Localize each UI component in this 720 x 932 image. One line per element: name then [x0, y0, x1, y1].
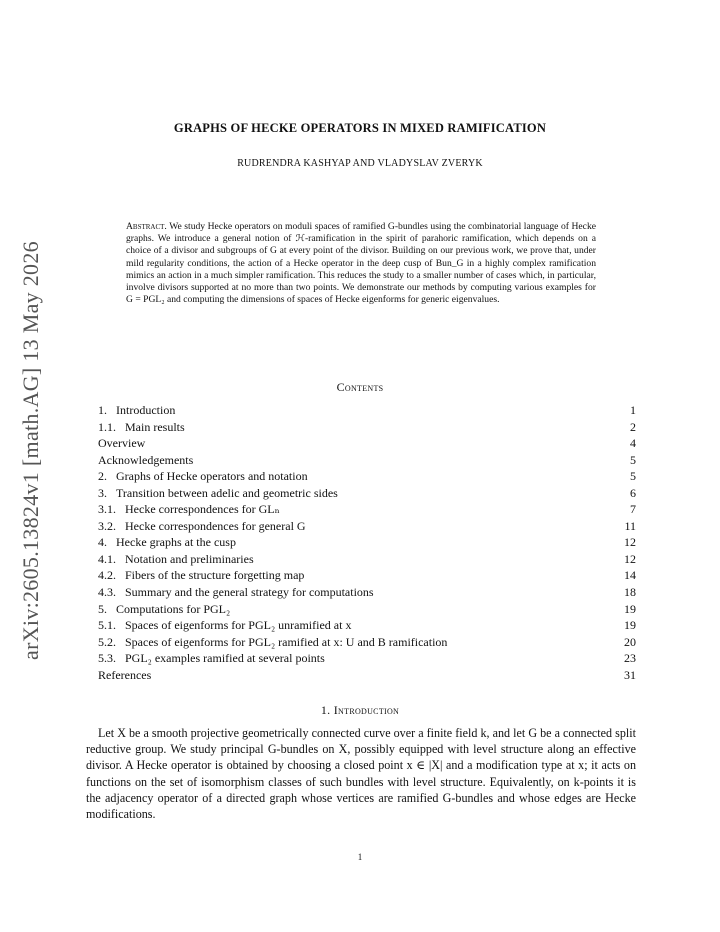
toc-entry-title: Hecke correspondences for GLₙ — [125, 502, 280, 517]
toc-entry-number: 2. — [98, 469, 107, 484]
abstract — [126, 221, 596, 306]
toc-entry[interactable] — [98, 551, 636, 568]
toc-entry-label — [98, 650, 325, 667]
paper-title: GRAPHS OF HECKE OPERATORS IN MIXED RAMIFICATION — [173, 121, 547, 135]
toc-entry-page: 23 — [624, 651, 636, 666]
toc-entry-title: Transition between adelic and geometric sides — [116, 485, 338, 500]
toc-entry-page: 11 — [624, 518, 636, 533]
toc-entry-page: 6 — [630, 485, 636, 500]
toc-entry-page: 19 — [624, 601, 636, 616]
toc-entry[interactable] — [98, 468, 636, 485]
table-of-contents — [98, 402, 636, 683]
arxiv-identifier: arXiv:2605.13824v1 [math.AG] 13 May 2026 — [18, 241, 43, 660]
toc-entry-number: 1.1. — [98, 419, 116, 434]
toc-entry-title: References — [98, 667, 152, 682]
toc-entry-page: 20 — [624, 634, 636, 649]
toc-entry-number: 5.1. — [98, 618, 116, 633]
toc-entry-page: 5 — [630, 452, 636, 467]
abstract-label: Abstract. — [126, 221, 167, 232]
toc-entry-label — [98, 485, 338, 502]
toc-entry-title: Notation and preliminaries — [125, 551, 254, 566]
toc-entry-label — [98, 452, 193, 469]
toc-entry-label — [98, 551, 254, 568]
toc-entry-page: 7 — [630, 502, 636, 517]
toc-entry-title: Overview — [98, 436, 146, 451]
toc-entry-title: Introduction — [116, 403, 176, 417]
intro-paragraph: Let X be a smooth projective geometrically connected curve over a finite field k, and let G be a connected split reductive group. We study principal G-bundles on X, possibly equipped with level structure along an effective divisor. A Hecke operator is obtained by choosing a closed point x ∈ |X| and a modification type at x; it acts on functions on the set of isomorphism classes of such bundles with level structure. Equivalently, on k-points it is the adjacency operator of a directed graph whose vertices are ramified G-bundles and whose edges are Hecke modifications. — [86, 726, 636, 822]
paper-authors: RUDRENDRA KASHYAP AND VLADYSLAV ZVERYK — [237, 158, 483, 169]
toc-entry-title: Main results — [125, 419, 185, 434]
toc-entry[interactable] — [98, 634, 636, 651]
toc-entry[interactable] — [98, 584, 636, 601]
toc-entry-number: 1. — [98, 403, 107, 417]
toc-entry-title: Spaces of eigenforms for PGL₂ ramified at x: U and B ramification — [125, 634, 448, 649]
toc-entry[interactable] — [98, 601, 636, 618]
toc-entry-label — [98, 634, 447, 651]
toc-entry[interactable] — [98, 452, 636, 469]
toc-entry[interactable] — [98, 518, 636, 535]
toc-entry[interactable] — [98, 567, 636, 584]
toc-entry-label — [98, 617, 351, 634]
toc-entry-title: Acknowledgements — [98, 452, 194, 467]
toc-entry-label — [98, 468, 308, 485]
contents-heading: Contents — [336, 380, 384, 394]
toc-entry[interactable] — [98, 485, 636, 502]
toc-entry-label — [98, 567, 304, 584]
toc-entry-title: Hecke correspondences for general G — [125, 518, 306, 533]
toc-entry-number: 5.3. — [98, 651, 116, 666]
toc-entry-title: Spaces of eigenforms for PGL₂ unramified at x — [125, 618, 352, 633]
toc-entry-title: Hecke graphs at the cusp — [116, 535, 236, 550]
toc-entry[interactable] — [98, 435, 636, 452]
toc-entry-number: 5. — [98, 601, 107, 616]
toc-entry[interactable] — [98, 501, 636, 518]
toc-entry-title: PGL₂ examples ramified at several points — [125, 651, 325, 666]
toc-entry-page: 12 — [624, 535, 636, 550]
toc-entry-title: Summary and the general strategy for computations — [125, 585, 374, 600]
toc-entry-label — [98, 601, 230, 618]
section-heading: 1. Introduction — [320, 703, 400, 717]
toc-entry-number: 4.1. — [98, 551, 116, 566]
toc-entry-title: Fibers of the structure forgetting map — [125, 568, 305, 583]
toc-entry-label — [98, 518, 306, 535]
toc-entry-page: 4 — [630, 436, 636, 451]
toc-entry-label — [98, 667, 151, 684]
toc-entry[interactable] — [98, 402, 636, 419]
toc-entry-number: 5.2. — [98, 634, 116, 649]
toc-entry-label — [98, 435, 145, 452]
toc-entry-number: 3.1. — [98, 502, 116, 517]
toc-entry-label — [98, 584, 374, 601]
toc-entry[interactable] — [98, 667, 636, 684]
toc-entry-number: 3.2. — [98, 518, 116, 533]
abstract-text: We study Hecke operators on moduli spaces of ramified G-bundles using the combinatorial language of Hecke graphs. We introduce a general notion of ℋ-ramification in the spirit of parahoric ramification, which depends on a choice of a divisor and subgroups of G at every point of the divisor. Building on our previous work, we prove that, under mild regularity conditions, the action of a Hecke operator in the deep cusp of Bun_G in a highly complex ramification mimics an action in a much simpler ramification. This reduces the study to a smaller number of cases which, in particular, involve divisors supported at no more than two points. We demonstrate our methods by computing various examples for G = PGL₂ and computing the dimensions of spaces of Hecke eigenforms for generic eigenvalues. — [126, 221, 597, 306]
toc-entry-label — [98, 501, 280, 518]
toc-entry[interactable] — [98, 419, 636, 436]
toc-entry-page: 19 — [624, 618, 636, 633]
toc-entry[interactable] — [98, 650, 636, 667]
toc-entry[interactable] — [98, 534, 636, 551]
toc-entry-page: 12 — [624, 551, 636, 566]
page-number: 1 — [357, 852, 363, 862]
toc-entry-title: Computations for PGL₂ — [116, 601, 231, 616]
toc-entry-number: 4.2. — [98, 568, 116, 583]
toc-entry-label — [98, 419, 185, 436]
toc-entry-label — [98, 402, 175, 419]
toc-entry-page: 2 — [630, 419, 636, 434]
toc-entry[interactable] — [98, 617, 636, 634]
toc-entry-page: 5 — [630, 469, 636, 484]
toc-entry-number: 4. — [98, 535, 107, 550]
toc-entry-label — [98, 534, 236, 551]
toc-entry-page: 1 — [630, 403, 636, 417]
toc-entry-page: 31 — [624, 667, 636, 682]
toc-entry-number: 4.3. — [98, 585, 116, 600]
toc-entry-page: 18 — [624, 585, 636, 600]
toc-entry-title: Graphs of Hecke operators and notation — [116, 469, 308, 484]
toc-entry-number: 3. — [98, 485, 107, 500]
toc-entry-page: 14 — [624, 568, 636, 583]
